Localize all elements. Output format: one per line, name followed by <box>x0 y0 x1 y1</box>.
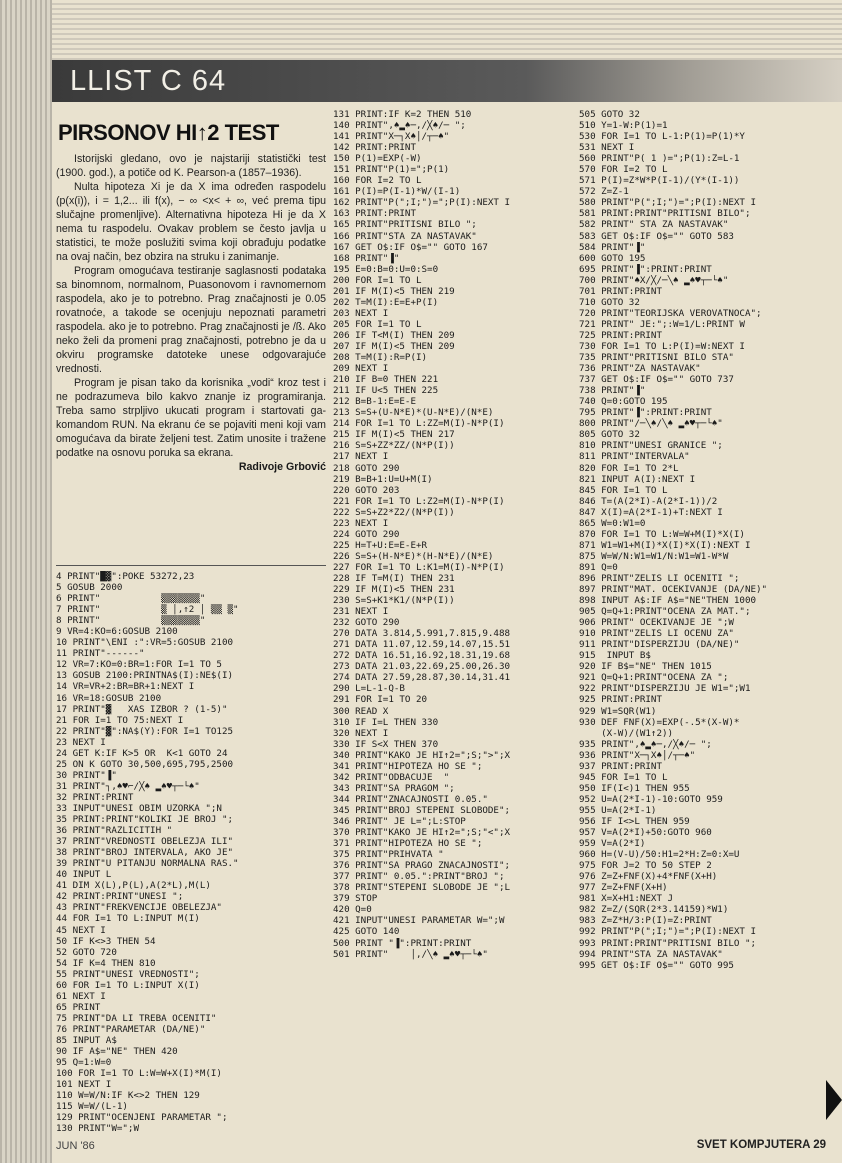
code-line: 210 IF B=0 THEN 221 <box>333 374 439 386</box>
code-line: 581 PRINT:PRINT"PRITISNI BILO"; <box>579 208 751 220</box>
code-line: 820 FOR I=1 TO 2*L <box>579 462 679 474</box>
code-line: 206 IF T<M(I) THEN 209 <box>333 329 455 341</box>
code-line: 975 FOR J=2 TO 50 STEP 2 <box>579 860 712 872</box>
code-line: 310 IF I=L THEN 330 <box>333 716 439 728</box>
code-line: 101 NEXT I <box>56 1079 112 1091</box>
code-line: 43 PRINT"FREKVENCIJE OBELEZJA" <box>56 902 222 914</box>
code-line: 232 GOTO 290 <box>333 617 400 629</box>
code-line: 995 GET O$:IF O$="" GOTO 995 <box>579 959 734 971</box>
code-line: 166 PRINT"STA ZA NASTAVAK" <box>333 230 477 242</box>
code-line: 982 Z=Z/(SQR(2*3.14159)*W1) <box>579 904 729 916</box>
article <box>56 116 326 473</box>
code-line: 195 E=0:B=0:U=0:S=0 <box>333 263 439 275</box>
code-line: 55 PRINT"UNESI VREDNOSTI"; <box>56 968 200 980</box>
code-line: 898 INPUT A$:IF A$="NE"THEN 1000 <box>579 595 757 607</box>
code-line: 343 PRINT"SA PRAGOM "; <box>333 782 455 794</box>
code-line: 11 PRINT"------" <box>56 648 145 660</box>
code-line: 976 Z=Z+FNF(X)+4*FNF(X+H) <box>579 871 718 883</box>
code-line: 906 PRINT" OCEKIVANJE JE ";W <box>579 617 734 629</box>
code-line: 993 PRINT:PRINT"PRITISNI BILO "; <box>579 937 757 949</box>
code-line: 163 PRINT:PRINT <box>333 208 416 220</box>
code-line: 740 Q=0:GOTO 195 <box>579 396 668 408</box>
code-line: 910 PRINT"ZELIS LI OCENU ZA" <box>579 628 734 640</box>
code-line: 65 PRINT <box>56 1001 101 1013</box>
code-line: 42 PRINT:PRINT"UNESI "; <box>56 891 184 903</box>
code-line: 571 P(I)=Z*W*P(I-1)/(Y*(I-1)) <box>579 175 740 187</box>
code-line: 217 NEXT I <box>333 451 389 463</box>
code-line: 737 GET O$:IF O$="" GOTO 737 <box>579 374 734 386</box>
code-line: 378 PRINT"STEPENI SLOBODE JE ";L <box>333 882 511 894</box>
code-line: 572 Z=Z-1 <box>579 186 629 198</box>
code-line: 40 INPUT L <box>56 869 112 881</box>
code-line: 223 NEXT I <box>333 517 389 529</box>
article-paragraph: Program je pisan tako da korisnika „vodi“ kroz test i ne podrazumeva bilo kakvo znanje iz programiranja. Treba samo strpljivo ukucati program i startovati ga-komandom RUN. Na ekranu će se pojaviti meni koji vam omogućava da birate željeni test. Zatim unosite i tražene podatke na osnovu poruka sa ekrana. <box>56 377 326 459</box>
code-line: 870 FOR I=1 TO L:W=W+M(I)*X(I) <box>579 528 745 540</box>
code-line: 375 PRINT"PRIHVATA " <box>333 849 444 861</box>
code-line: 950 IF(I<)1 THEN 955 <box>579 782 690 794</box>
code-line: 130 PRINT"W=";W <box>56 1123 139 1135</box>
article-title: PIRSONOV HI↑2 TEST <box>58 120 279 145</box>
code-line: 800 PRINT"/─╲♠/╲♠ ▂♠♥┬─└♠" <box>579 418 723 430</box>
code-line: 207 IF M(I)<5 THEN 209 <box>333 340 455 352</box>
code-line: 150 P(1)=EXP(-W) <box>333 153 422 165</box>
code-line: 701 PRINT:PRINT <box>579 285 662 297</box>
code-line: 14 VR=VR+2:BR=BR+1:NEXT I <box>56 681 195 693</box>
code-line: 937 PRINT:PRINT <box>579 760 662 772</box>
code-line: 420 Q=0 <box>333 904 372 916</box>
code-line: 215 IF M(I)<5 THEN 217 <box>333 429 455 441</box>
code-line: 896 PRINT"ZELIS LI OCENITI "; <box>579 572 740 584</box>
code-line: 45 NEXT I <box>56 924 106 936</box>
code-line: 61 NEXT I <box>56 990 106 1002</box>
code-line: 936 PRINT"X─┐X♠│/┬─♠" <box>579 749 696 761</box>
listing-column-1 <box>56 571 326 1134</box>
code-line: 330 IF S<X THEN 370 <box>333 738 439 750</box>
code-line: 821 INPUT A(I):NEXT I <box>579 473 696 485</box>
article-paragraph: Nulta hipoteza Xi je da X ima određen raspodelu (p(x(i)), i = 1,2... ili f(x), − ∞ <x< + ∞, već prema tipu slučajne promenljive). Alternativna hipoteza Hi je da X nema tu raspodelu. Ovakav problem se često javlja u statistici, te može poslužiti svima koji obrađuju podatke na ovaj način, bez obzira na struku i zanimanje. <box>56 181 326 263</box>
code-line: 959 V=A(2*I) <box>579 838 646 850</box>
code-line: 22 PRINT"▓":NA$(Y):FOR I=1 TO125 <box>56 725 234 737</box>
page-footer <box>56 1138 826 1158</box>
code-line: 560 PRINT"P( 1 )=";P(1):Z=L-1 <box>579 153 740 165</box>
code-line: 945 FOR I=1 TO L <box>579 771 668 783</box>
top-decorative-stripe <box>52 0 842 60</box>
code-line: 32 PRINT:PRINT <box>56 791 134 803</box>
code-line: 370 PRINT"KAKO JE HI↑2=";S;"<";X <box>333 827 511 839</box>
code-line: 39 PRINT"U PITANJU NORMALNA RAS." <box>56 858 239 870</box>
article-author: Radivoje Grbović <box>238 461 326 473</box>
code-line: 38 PRINT"BROJ INTERVALA, AKO JE" <box>56 847 234 859</box>
code-line: 213 S=S+(U-N*E)*(U-N*E)/(N*E) <box>333 407 494 419</box>
code-line: 165 PRINT"PRITISNI BILO "; <box>333 219 477 231</box>
code-line: 272 DATA 16.51,16.92,18.31,19.68 <box>333 650 511 662</box>
code-line: 10 PRINT"\ENI :":VR=5:GOSUB 2100 <box>56 637 234 649</box>
code-line: 228 IF T=M(I) THEN 231 <box>333 572 455 584</box>
code-line: 218 GOTO 290 <box>333 462 400 474</box>
issue-date: JUN '86 <box>56 1140 95 1152</box>
code-line: 212 B=B-1:E=E-E <box>333 396 416 408</box>
code-line: 85 INPUT A$ <box>56 1034 117 1046</box>
code-line: 214 FOR I=1 TO L:ZZ=M(I)-N*P(I) <box>333 418 505 430</box>
code-line: 141 PRINT"X─┐X♠│/┬─♠" <box>333 131 450 143</box>
code-line: 222 S=S+Z2*Z2/(N*P(I)) <box>333 506 455 518</box>
code-line: 203 NEXT I <box>333 307 389 319</box>
code-line: 371 PRINT"HIPOTEZA HO SE "; <box>333 838 483 850</box>
code-line: 274 DATA 27.59,28.87,30.14,31.41 <box>333 672 511 684</box>
code-line: 736 PRINT"ZA NASTAVAK" <box>579 363 701 375</box>
code-line: 379 STOP <box>333 893 378 905</box>
code-line: 300 READ X <box>333 705 389 717</box>
code-line: 921 Q=Q+1:PRINT"OCENA ZA "; <box>579 672 729 684</box>
code-line: 208 T=M(I):R=P(I) <box>333 352 428 364</box>
code-line: 582 PRINT" STA ZA NASTAVAK" <box>579 219 729 231</box>
article-paragraph: Istorijski gledano, ovo je najstariji statistički test (1900. god.), a potiče od K. Pearson-a (1857–1936). <box>56 153 326 179</box>
code-line: 25 ON K GOTO 30,500,695,795,2500 <box>56 758 234 770</box>
page-content <box>56 106 826 1136</box>
code-line: 35 PRINT:PRINT"KOLIKI JE BROJ "; <box>56 814 234 826</box>
code-line: 720 PRINT"TEORIJSKA VEROVATNOCA"; <box>579 307 762 319</box>
code-line: 421 INPUT"UNESI PARAMETAR W=";W <box>333 915 505 927</box>
next-page-arrow-icon <box>826 1080 842 1120</box>
code-line: 710 GOTO 32 <box>579 296 640 308</box>
code-line: 930 DEF FNF(X)=EXP(-.5*(X-W)* <box>579 716 740 728</box>
code-line: 221 FOR I=1 TO L:Z2=M(I)-N*P(I) <box>333 495 505 507</box>
code-line: 201 IF M(I)<5 THEN 219 <box>333 285 455 297</box>
code-line: 271 DATA 11.07,12.59,14.07,15.51 <box>333 639 511 651</box>
listing-column-2 <box>333 109 575 960</box>
code-line: 50 IF K<>3 THEN 54 <box>56 935 156 947</box>
code-line: 142 PRINT:PRINT <box>333 142 416 154</box>
article-paragraph: Program omogućava testiranje saglasnosti podataka sa binomnom, normalnom, Puasonovom i ravnomernom raspodela, ako je to potrebno. Prag značajnosti je 0.05 rovatnoće, a takode se ocenjuju nepoznati parametri raspodela. ako je to potrebno. Prag značajnosti je /ß. Ako neko želi da promeni prag značajnosti, potrebno je da u okviru programske datoteke unese odgovarajuće vrednosti. <box>56 265 326 375</box>
code-line: 345 PRINT"BROJ STEPENI SLOBODE"; <box>333 804 511 816</box>
code-line: 845 FOR I=1 TO L <box>579 484 668 496</box>
code-line: 955 U=A(2*I-1) <box>579 804 657 816</box>
code-line: 981 X=X+H1:NEXT J <box>579 893 674 905</box>
code-line: 227 FOR I=1 TO L:K1=M(I)-N*P(I) <box>333 561 505 573</box>
code-line: 721 PRINT" JE:";:W=1/L:PRINT W <box>579 318 745 330</box>
code-line: 273 DATA 21.03,22.69,25.00,26.30 <box>333 661 511 673</box>
listing-column-3 <box>579 109 831 971</box>
code-line: 60 FOR I=1 TO L:INPUT X(I) <box>56 979 200 991</box>
section-header <box>52 60 842 102</box>
code-line: 115 W=W/(L-1) <box>56 1101 128 1113</box>
code-line: 220 GOTO 203 <box>333 484 400 496</box>
code-line: 219 B=B+1:U=U+M(I) <box>333 473 433 485</box>
code-line: 41 DIM X(L),P(L),A(2*L),M(L) <box>56 880 211 892</box>
code-line: 956 IF I<>L THEN 959 <box>579 816 690 827</box>
code-line: 44 FOR I=1 TO L:INPUT M(I) <box>56 913 200 925</box>
code-line: 12 VR=7:KO=0:BR=1:FOR I=1 TO 5 <box>56 659 222 671</box>
code-line: 225 H=T+U:E=E-E+R <box>333 539 428 551</box>
code-line: 75 PRINT"DA LI TREBA OCENITI" <box>56 1012 217 1024</box>
code-line: 875 W=W/N:W1=W1/N:W1=W1-W*W <box>579 550 729 562</box>
code-line: 805 GOTO 32 <box>579 429 640 441</box>
code-line: 129 PRINT"OCENJENI PARAMETAR "; <box>56 1112 228 1124</box>
code-line: 570 FOR I=2 TO L <box>579 164 668 176</box>
code-line: 925 PRINT:PRINT <box>579 694 662 706</box>
code-line: 37 PRINT"VREDNOSTI OBELEZJA ILI" <box>56 836 234 848</box>
code-line: 230 S=S+K1*K1/(N*P(I)) <box>333 595 455 607</box>
code-line: 140 PRINT",♠▂♠─,/╳♠/─ "; <box>333 120 466 132</box>
code-line: 5 GOSUB 2000 <box>56 582 123 594</box>
code-line: 216 S=S+ZZ*ZZ/(N*P(I)) <box>333 440 455 452</box>
code-line: 922 PRINT"DISPERZIJU JE W1=";W1 <box>579 683 751 695</box>
code-line: 810 PRINT"UNESI GRANICE "; <box>579 440 723 452</box>
code-line: 229 IF M(I)<5 THEN 231 <box>333 584 455 596</box>
code-line: 811 PRINT"INTERVALA" <box>579 451 690 463</box>
code-line: 341 PRINT"HIPOTEZA HO SE "; <box>333 760 483 772</box>
code-line: 994 PRINT"STA ZA NASTAVAK" <box>579 948 723 960</box>
code-line: 30 PRINT"▐" <box>56 769 117 781</box>
code-line: 24 GET K:IF K>5 OR K<1 GOTO 24 <box>56 747 228 759</box>
code-line: 100 FOR I=1 TO L:W=W+X(I)*M(I) <box>56 1068 222 1080</box>
code-line: 23 NEXT I <box>56 736 106 748</box>
code-line: 905 Q=Q+1:PRINT"OCENA ZA MAT."; <box>579 606 751 618</box>
code-line: 795 PRINT"▐":PRINT:PRINT <box>579 407 712 419</box>
code-line: 290 L=L-1-Q-B <box>333 683 405 695</box>
code-line: 31 PRINT"┐,♠♥⌐/╳♠ ▂♠♥┬─└♠" <box>56 780 200 792</box>
code-line: 17 PRINT"▓ XAS IZBOR ? (1-5)" <box>56 703 228 715</box>
code-line: 342 PRINT"ODBACUJE " <box>333 771 450 783</box>
code-line: 530 FOR I=1 TO L-1:P(1)=P(1)*Y <box>579 131 745 143</box>
code-line: 320 NEXT I <box>333 727 389 739</box>
code-line: 580 PRINT"P(";I;")=";P(I):NEXT I <box>579 197 757 209</box>
code-line: 162 PRINT"P(";I;")=";P(I):NEXT I <box>333 197 511 209</box>
code-line: 291 FOR I=1 TO 20 <box>333 694 428 706</box>
code-line: 6 PRINT" ▒▒▒▒▒▒▒" <box>56 593 206 605</box>
code-line: 730 FOR I=1 TO L:P(I)=W:NEXT I <box>579 340 745 352</box>
code-line: 54 IF K=4 THEN 810 <box>56 957 156 969</box>
code-line: 4 PRINT"█▓":POKE 53272,23 <box>56 571 195 582</box>
code-line: 167 GET O$:IF O$="" GOTO 167 <box>333 241 488 253</box>
code-line: 376 PRINT"SA PRAGO ZNACAJNOSTI"; <box>333 860 511 872</box>
code-line: 90 IF A$="NE" THEN 420 <box>56 1046 178 1058</box>
code-line: 36 PRINT"RAZLICITIH " <box>56 825 173 837</box>
code-line: 200 FOR I=1 TO L <box>333 274 422 286</box>
code-line: 151 PRINT"P(1)=";P(1) <box>333 164 450 176</box>
code-line: 76 PRINT"PARAMETAR (DA/NE)" <box>56 1023 206 1035</box>
code-line: 915 INPUT B$ <box>579 650 651 662</box>
magazine-name-page: SVET KOMPJUTERA 29 <box>696 1139 826 1151</box>
code-line: 935 PRINT",♠▂♠─,/╳♠/─ "; <box>579 738 712 750</box>
code-line: 110 W=W/N:IF K<>2 THEN 129 <box>56 1090 200 1102</box>
code-line: 911 PRINT"DISPERZIJU (DA/NE)" <box>579 639 740 651</box>
code-line: 161 P(I)=P(I-1)*W/(I-1) <box>333 186 461 198</box>
code-line: 600 GOTO 195 <box>579 252 646 264</box>
code-line: 700 PRINT"♠X/╳/─╲♠ ▂♠♥┬─└♠" <box>579 274 729 286</box>
code-line: 52 GOTO 720 <box>56 946 117 958</box>
code-line: 346 PRINT" JE L=";L:STOP <box>333 816 466 827</box>
code-line: 226 S=S+(H-N*E)*(H-N*E)/(N*E) <box>333 550 494 562</box>
code-line: 168 PRINT"▐" <box>333 252 400 264</box>
code-line: 344 PRINT"ZNACAJNOSTI 0.05." <box>333 793 488 805</box>
code-line: 929 W1=SQR(W1) <box>579 705 657 717</box>
code-line: 501 PRINT" │,/╲♠ ▂♠♥┬─└♠" <box>333 948 488 960</box>
code-line: 952 U=A(2*I-1)-10:GOTO 959 <box>579 793 723 805</box>
code-line: 583 GET O$:IF O$="" GOTO 583 <box>579 230 734 242</box>
code-line: 865 W=0:W1=0 <box>579 517 646 529</box>
code-line: 425 GOTO 140 <box>333 926 400 938</box>
code-line: 897 PRINT"MAT. OCEKIVANJE (DA/NE)" <box>579 584 768 596</box>
code-line: 983 Z=Z*H/3:P(I)=Z:PRINT <box>579 915 712 927</box>
code-line: 270 DATA 3.814,5.991,7.815,9.488 <box>333 628 511 640</box>
code-line: 377 PRINT" 0.05.":PRINT"BROJ "; <box>333 871 505 883</box>
code-line: 13 GOSUB 2100:PRINTNA$(I):NE$(I) <box>56 670 234 682</box>
article-divider <box>56 565 326 566</box>
code-line: 920 IF B$="NE" THEN 1015 <box>579 661 712 673</box>
code-line: 7 PRINT" ▒ │,↑2 │ ▒▒ ▒" <box>56 604 239 616</box>
code-line: 33 INPUT"UNESI OBIM UZORKA ";N <box>56 802 222 814</box>
code-line: 992 PRINT"P(";I;")=";P(I):NEXT I <box>579 926 757 938</box>
code-line: 500 PRINT "▐":PRINT:PRINT <box>333 937 472 949</box>
code-line: 9 VR=4:KO=6:GOSUB 2100 <box>56 626 178 638</box>
code-line: 957 V=A(2*I)+50:GOTO 960 <box>579 827 712 839</box>
code-line: 891 Q=0 <box>579 561 618 573</box>
code-line: 531 NEXT I <box>579 142 635 154</box>
code-line: 695 PRINT"▐":PRINT:PRINT <box>579 263 712 275</box>
code-line: 211 IF U<5 THEN 225 <box>333 385 439 397</box>
code-line: 205 FOR I=1 TO L <box>333 318 422 330</box>
code-line: 584 PRINT"▐" <box>579 241 646 253</box>
code-line: 847 X(I)=A(2*I-1)+T:NEXT I <box>579 506 723 518</box>
code-line: 8 PRINT" ▒▒▒▒▒▒▒" <box>56 615 206 627</box>
code-line: 202 T=M(I):E=E+P(I) <box>333 296 439 308</box>
code-line: 960 H=(V-U)/50:H1=2*H:Z=0:X=U <box>579 849 740 861</box>
code-line: 16 VR=18:GOSUB 2100 <box>56 692 162 704</box>
code-line: 738 PRINT"▐" <box>579 385 646 397</box>
code-line: 505 GOTO 32 <box>579 109 640 120</box>
code-line: 735 PRINT"PRITISNI BILO STA" <box>579 352 734 364</box>
code-line: 131 PRINT:IF K=2 THEN 510 <box>333 109 472 120</box>
left-decorative-stripe <box>0 0 52 1163</box>
code-line: 160 FOR I=2 TO L <box>333 175 422 187</box>
code-line: 95 Q=1:W=0 <box>56 1057 112 1069</box>
code-line: 231 NEXT I <box>333 606 389 618</box>
article-body <box>56 152 326 473</box>
code-line: 209 NEXT I <box>333 363 389 375</box>
code-line: 510 Y=1-W:P(1)=1 <box>579 120 668 132</box>
code-line: 725 PRINT:PRINT <box>579 329 662 341</box>
code-line: 21 FOR I=1 TO 75:NEXT I <box>56 714 184 726</box>
code-line: 340 PRINT"KAKO JE HI↑2=";S;">";X <box>333 749 511 761</box>
code-line: 224 GOTO 290 <box>333 528 400 540</box>
code-line: 871 W1=W1+M(I)*X(I)*X(I):NEXT I <box>579 539 751 551</box>
code-line: (X-W)/(W1↑2)) <box>579 727 674 739</box>
section-title: LLIST C 64 <box>70 65 227 97</box>
code-line: 977 Z=Z+FNF(X+H) <box>579 882 668 894</box>
code-line: 846 T=(A(2*I)-A(2*I-1))/2 <box>579 495 718 507</box>
